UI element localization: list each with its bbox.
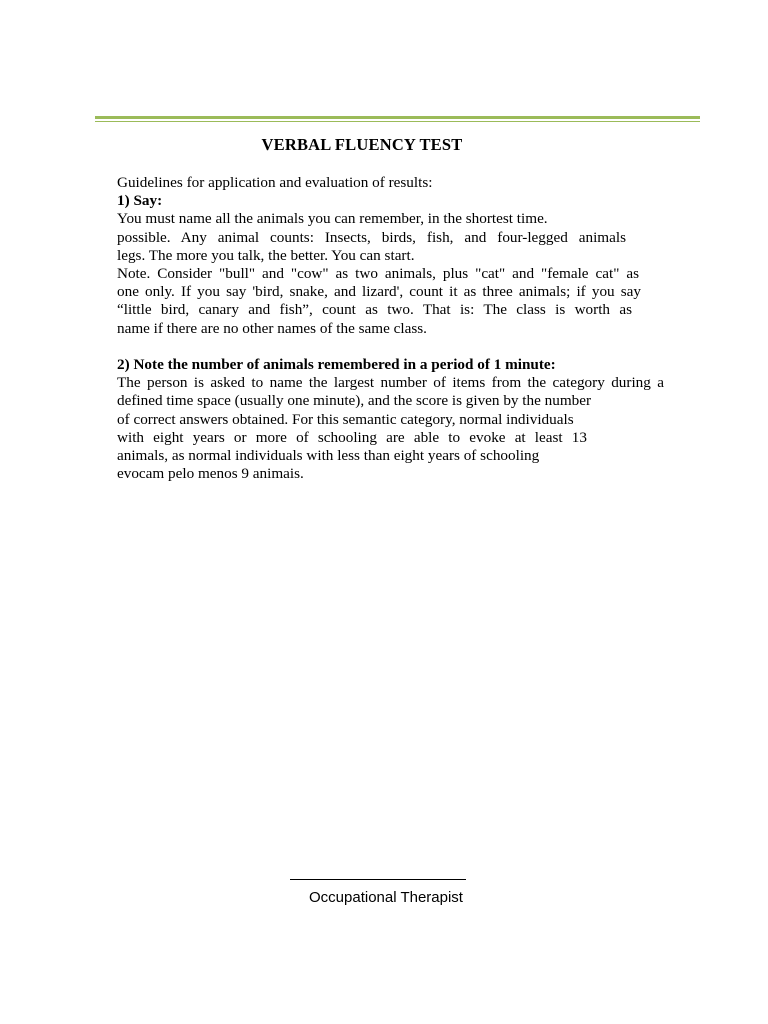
document-body	[117, 174, 667, 483]
section-2-line: with eight years or more of schooling are able to evoke at least 13	[117, 428, 587, 446]
section-1-line: Note. Consider "bull" and "cow" as two animals, plus "cat" and "female cat" as	[117, 265, 639, 283]
document-title: VERBAL FLUENCY TEST	[261, 135, 463, 154]
section-2-line: animals, as normal individuals with less than eight years of schooling	[117, 447, 540, 465]
section-2-line: The person is asked to name the largest number of items from the category during a	[117, 374, 664, 392]
section-1-line: one only. If you say 'bird, snake, and lizard', count it as three animals; if you say	[117, 283, 641, 301]
section-1-line: name if there are no other names of the same class.	[117, 319, 427, 337]
header-divider	[95, 116, 700, 122]
section-1-line: legs. The more you talk, the better. You can start.	[117, 246, 415, 264]
section-2-line: of correct answers obtained. For this semantic category, normal individuals	[117, 410, 574, 428]
paragraph-gap	[117, 338, 667, 356]
section-2-line: evocam pelo menos 9 animais.	[117, 465, 304, 483]
section-1-line: possible. Any animal counts: Insects, birds, fish, and four-legged animals	[117, 228, 626, 246]
section-1-line: You must name all the animals you can remember, in the shortest time.	[117, 210, 548, 228]
signature-line	[290, 879, 466, 880]
guidelines-heading: Guidelines for application and evaluation of results:	[117, 174, 433, 191]
section-2-line: defined time space (usually one minute), and the score is given by the number	[117, 392, 592, 410]
section-2-heading: 2) Note the number of animals remembered in a period of 1 minute:	[117, 356, 556, 374]
section-1-heading: 1) Say:	[117, 192, 163, 210]
section-1-line: “little bird, canary and fish”, count as two. That is: The class is worth as	[117, 301, 632, 319]
signature-label: Occupational Therapist	[309, 889, 463, 906]
